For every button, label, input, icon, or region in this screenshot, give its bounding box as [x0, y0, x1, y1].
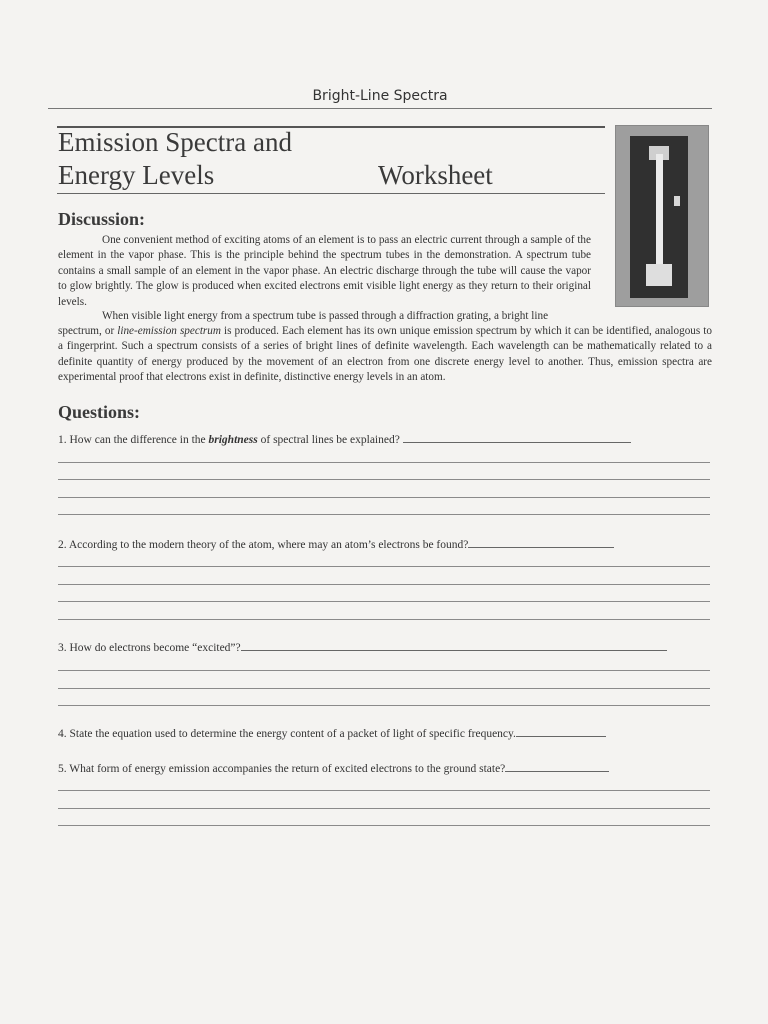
answer-line[interactable]	[58, 670, 710, 671]
discussion-paragraph-1: One convenient method of exciting atoms of an element is to pass an electric current through a sample of the element in the vapor phase. This is the principle behind the spectrum tubes in the demonstration. A spectrum tube contains a small sample of an element in the vapor phase. An electric discharge through the tube will cause the vapor to glow brightly. The glow is produced when excited electrons emit visible light energy as they return to their original levels.	[58, 234, 591, 308]
question-4	[58, 726, 606, 740]
question-1-emphasis: brightness	[208, 434, 258, 446]
answer-line[interactable]	[58, 566, 710, 567]
answer-blank-3[interactable]	[241, 640, 667, 651]
answer-line[interactable]	[58, 479, 710, 480]
question-3-text: 3. How do electrons become “excited”?	[58, 642, 241, 654]
question-1-text-a: 1. How can the difference in the	[58, 434, 209, 446]
answer-blank-4[interactable]	[516, 726, 606, 737]
page-header: Bright-Line Spectra	[312, 88, 448, 104]
title-worksheet: Worksheet	[378, 160, 493, 190]
paragraph-2-text-b: is produced. Each element has its own unique emission spectrum by which it can be identified, analogous to a fingerprint. Such a spectrum consists of a series of bright lines of definite wavelength. Each wavelength can be mathematically related to a definite quantity of energy produced by the movement of an electron from one discrete energy level to another. Thus, emission spectra are experimental proof that electrons exist in definite, distinctive energy levels in an atom.	[58, 325, 713, 384]
question-1-text-b: of spectral lines be explained?	[257, 434, 400, 446]
spectrum-tube	[656, 154, 663, 274]
discussion-paragraph-2	[58, 324, 712, 386]
question-5	[58, 761, 609, 775]
questions-heading: Questions:	[58, 402, 141, 422]
question-3	[58, 640, 667, 654]
question-4-text: 4. State the equation used to determine the energy content of a packet of light of specific frequency.	[58, 728, 516, 740]
answer-line[interactable]	[58, 825, 710, 826]
discussion-paragraph-2-first-line: When visible light energy from a spectrum tube is passed through a diffraction grating, a bright line	[102, 310, 549, 322]
answer-line[interactable]	[58, 619, 710, 620]
answer-blank-2[interactable]	[468, 537, 614, 548]
question-1	[58, 432, 631, 446]
answer-blank-5[interactable]	[505, 761, 609, 772]
title-rule-bottom	[57, 193, 605, 194]
answer-line[interactable]	[58, 705, 710, 706]
answer-line[interactable]	[58, 462, 710, 463]
answer-line[interactable]	[58, 808, 710, 809]
tube-bottom-cap	[646, 264, 672, 286]
spectrum-tube-photo	[615, 125, 709, 307]
answer-line[interactable]	[58, 601, 710, 602]
paragraph-2-text-a: spectrum, or	[58, 325, 118, 337]
power-switch	[674, 196, 680, 206]
answer-line[interactable]	[58, 790, 710, 791]
answer-line[interactable]	[58, 497, 710, 498]
answer-line[interactable]	[58, 688, 710, 689]
answer-line[interactable]	[58, 514, 710, 515]
header-rule	[48, 108, 712, 109]
discussion-heading: Discussion:	[58, 209, 146, 229]
question-2-text: 2. According to the modern theory of the atom, where may an atom’s electrons be found?	[58, 539, 469, 551]
question-5-text: 5. What form of energy emission accompanies the return of excited electrons to the ground state?	[58, 763, 506, 775]
answer-blank-1[interactable]	[403, 432, 631, 443]
title-line-2: Energy Levels	[58, 160, 215, 190]
title-line-1: Emission Spectra and	[58, 127, 292, 157]
question-2	[58, 537, 614, 551]
answer-line[interactable]	[58, 584, 710, 585]
paragraph-2-emphasis: line-emission spectrum	[117, 325, 221, 337]
